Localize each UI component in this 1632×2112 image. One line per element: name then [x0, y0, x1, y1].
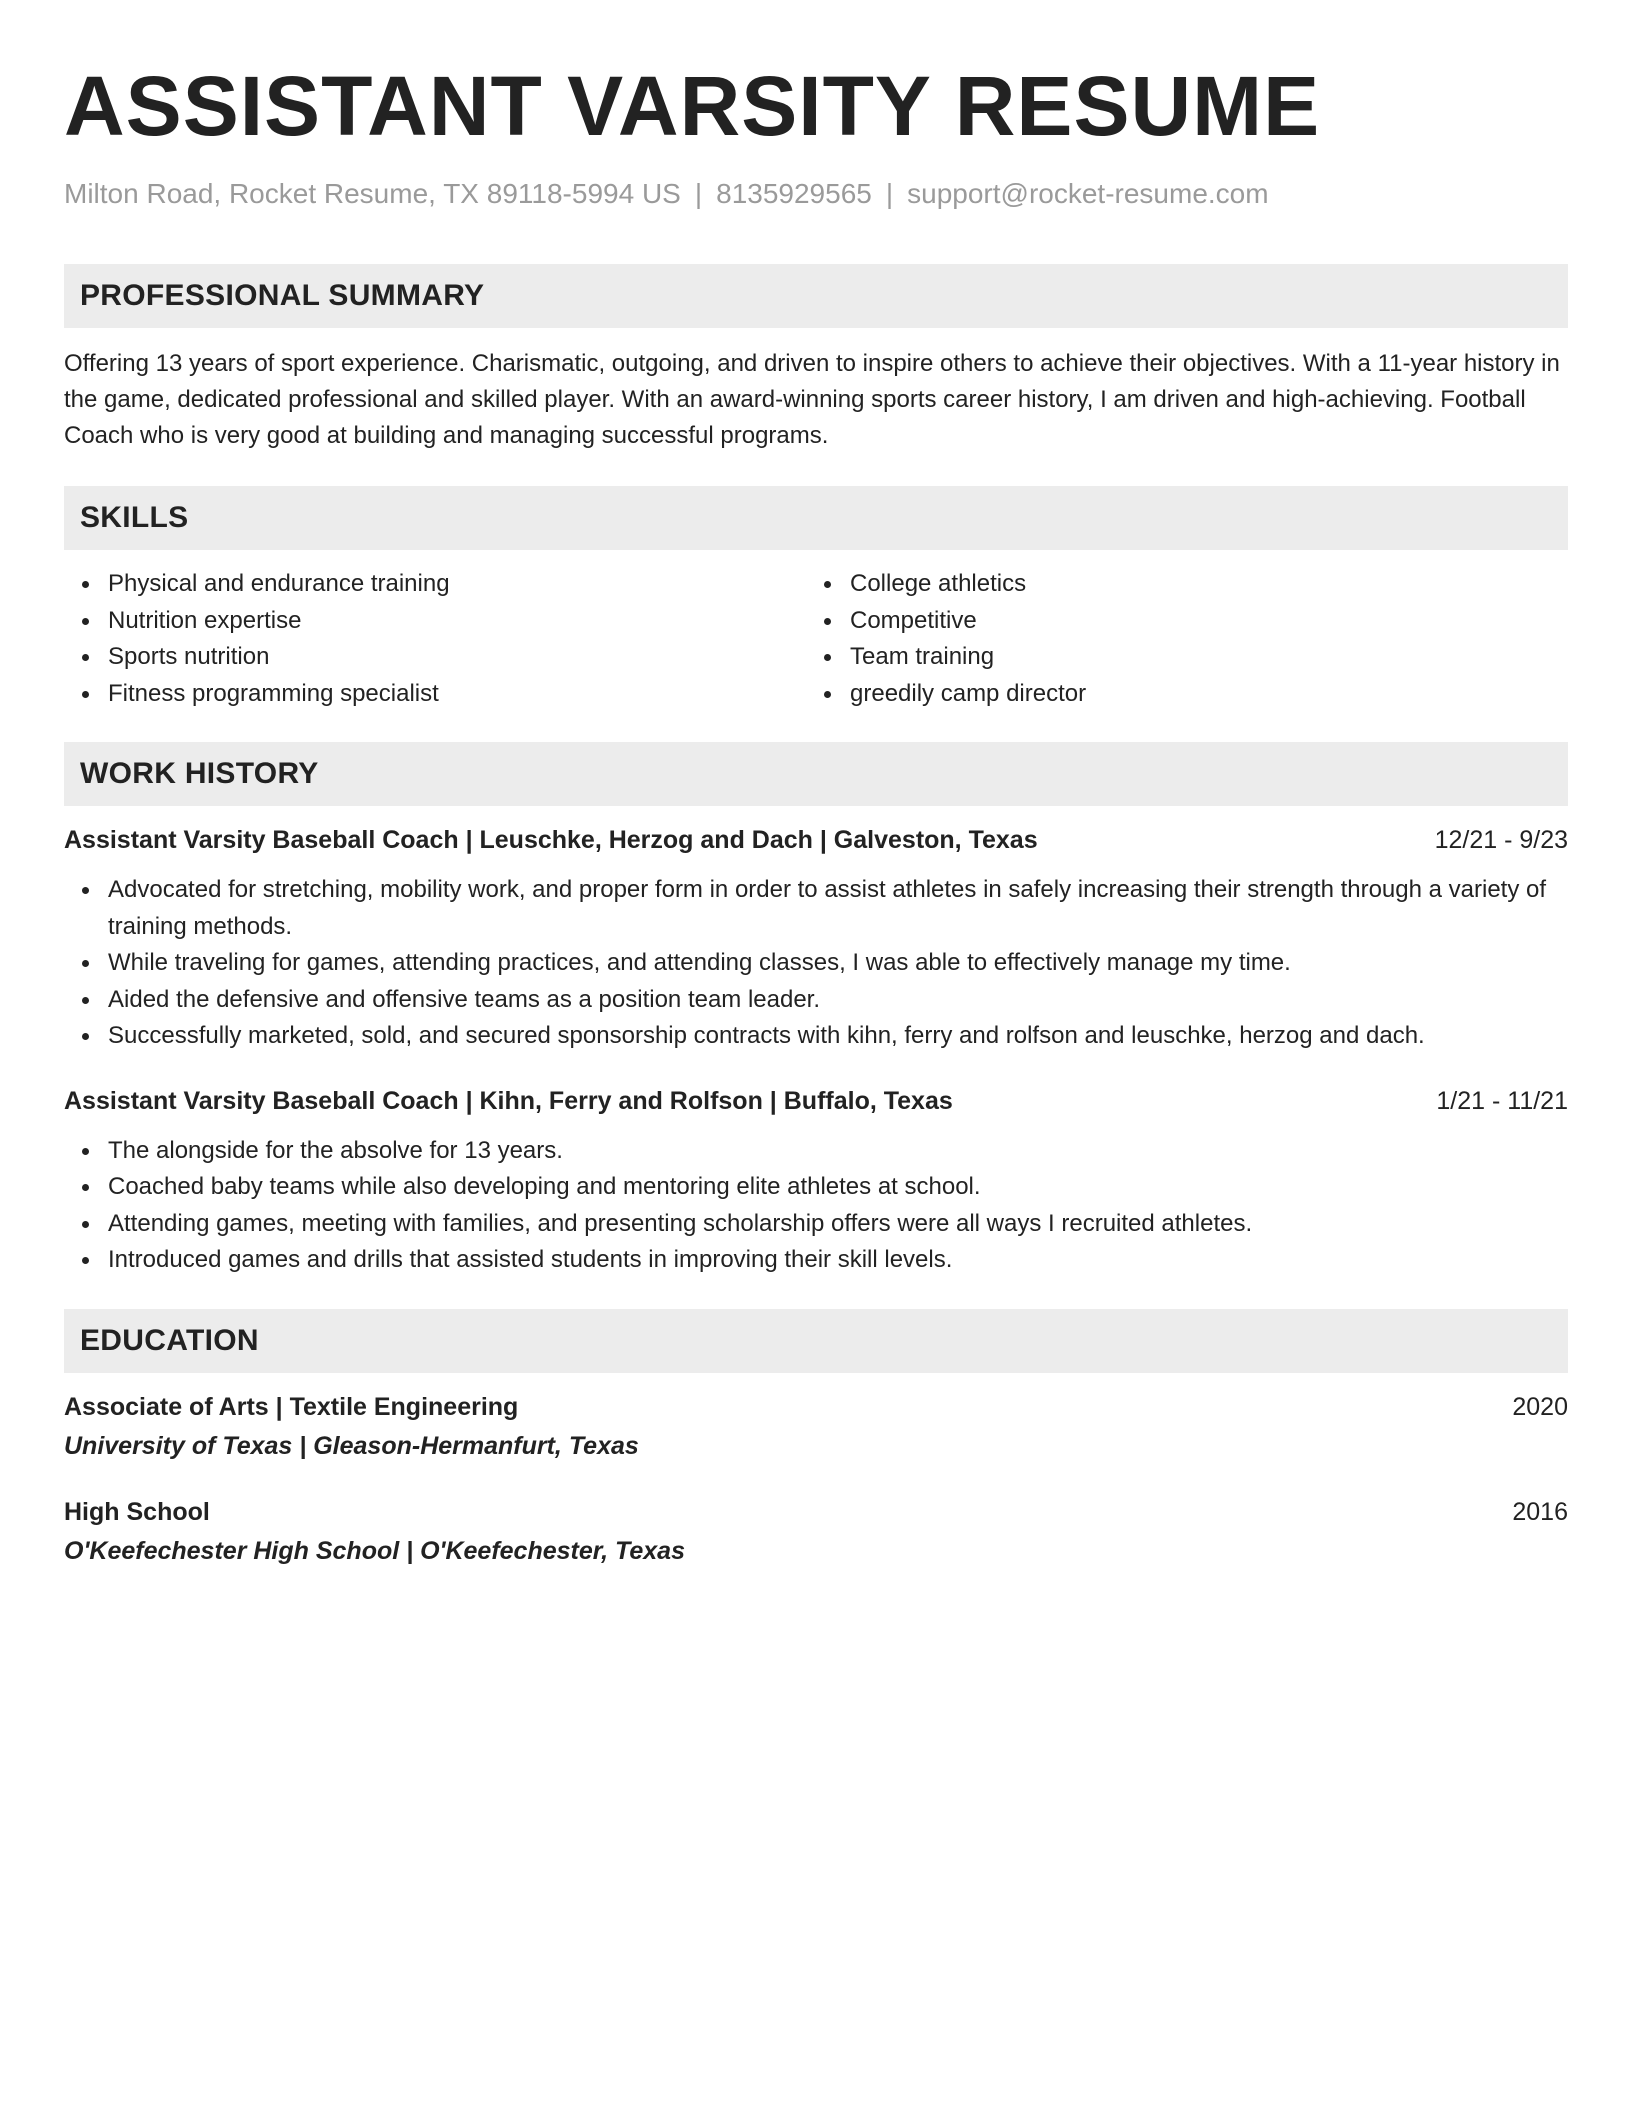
- skill-item: greedily camp director: [850, 676, 1548, 713]
- skill-item: Sports nutrition: [108, 639, 806, 676]
- contact-separator: |: [694, 178, 703, 209]
- education-degree: Associate of Arts | Textile Engineering: [64, 1392, 519, 1421]
- job-entry: [64, 1083, 1568, 1279]
- education-header: [64, 1494, 1568, 1530]
- contact-address: Milton Road, Rocket Resume, TX 89118-5994 US: [64, 178, 681, 209]
- skill-item: Fitness programming specialist: [108, 676, 806, 713]
- job-dates: 1/21 - 11/21: [1436, 1086, 1568, 1115]
- education-year: 2016: [1512, 1497, 1568, 1526]
- job-entry: [64, 822, 1568, 1055]
- skills-column-left: [64, 566, 806, 712]
- education-entry: [64, 1494, 1568, 1569]
- education-header: [64, 1389, 1568, 1425]
- job-bullets: [64, 1133, 1568, 1279]
- skills-section: [64, 486, 1568, 712]
- job-dates: 12/21 - 9/23: [1434, 826, 1568, 854]
- summary-section: [64, 264, 1568, 454]
- education-section: [64, 1309, 1568, 1569]
- job-bullet: While traveling for games, attending practices, and attending classes, I was able to effectively manage my time.: [108, 945, 1568, 982]
- education-heading: EDUCATION: [64, 1309, 1568, 1373]
- skill-item: College athletics: [850, 566, 1548, 603]
- job-bullet: Aided the defensive and offensive teams as a position team leader.: [108, 982, 1568, 1019]
- work-heading: WORK HISTORY: [64, 742, 1568, 806]
- job-bullet: The alongside for the absolve for 13 years.: [108, 1133, 1568, 1170]
- job-bullet: Introduced games and drills that assisted students in improving their skill levels.: [108, 1242, 1568, 1279]
- education-entry: [64, 1389, 1568, 1464]
- skill-item: Competitive: [850, 603, 1548, 640]
- contact-separator: |: [885, 178, 894, 209]
- job-title: Assistant Varsity Baseball Coach | Leuschke, Herzog and Dach | Galveston, Texas: [64, 826, 1038, 854]
- job-bullet: Successfully marketed, sold, and secured sponsorship contracts with kihn, ferry and rolfson and leuschke, herzog and dach.: [108, 1018, 1568, 1055]
- job-bullet: Attending games, meeting with families, and presenting scholarship offers were all ways I recruited athletes.: [108, 1206, 1568, 1243]
- education-year: 2020: [1512, 1392, 1568, 1421]
- skill-item: Physical and endurance training: [108, 566, 806, 603]
- education-school: O'Keefechester High School | O'Keefechester, Texas: [64, 1536, 685, 1565]
- work-section: [64, 742, 1568, 1279]
- job-title: Assistant Varsity Baseball Coach | Kihn, Ferry and Rolfson | Buffalo, Texas: [64, 1086, 953, 1115]
- job-header: [64, 1083, 1568, 1119]
- contact-email[interactable]: support@rocket-resume.com: [907, 178, 1269, 209]
- education-degree: High School: [64, 1497, 210, 1526]
- skill-item: Team training: [850, 639, 1548, 676]
- job-header: [64, 822, 1568, 858]
- skills-grid: [64, 566, 1568, 712]
- skills-column-right: [806, 566, 1548, 712]
- skill-item: Nutrition expertise: [108, 603, 806, 640]
- contact-phone: 8135929565: [716, 178, 872, 209]
- education-school: University of Texas | Gleason-Hermanfurt, Texas: [64, 1431, 639, 1460]
- job-bullet: Advocated for stretching, mobility work, and proper form in order to assist athletes in safely increasing their strength through a variety of training methods.: [108, 872, 1568, 945]
- job-bullets: [64, 872, 1568, 1055]
- skills-heading: SKILLS: [64, 486, 1568, 550]
- contact-line: [64, 176, 1568, 212]
- resume-name: ASSISTANT VARSITY RESUME: [64, 59, 1321, 153]
- summary-text: Offering 13 years of sport experience. Charismatic, outgoing, and driven to inspire others to achieve their objectives. With a 11-year history in the game, dedicated professional and skilled player. With an award-winning sports career history, I am driven and high-achieving. Football Coach who is very good at building and managing successful programs.: [64, 350, 1560, 449]
- summary-heading: PROFESSIONAL SUMMARY: [64, 264, 1568, 328]
- job-bullet: Coached baby teams while also developing and mentoring elite athletes at school.: [108, 1169, 1568, 1206]
